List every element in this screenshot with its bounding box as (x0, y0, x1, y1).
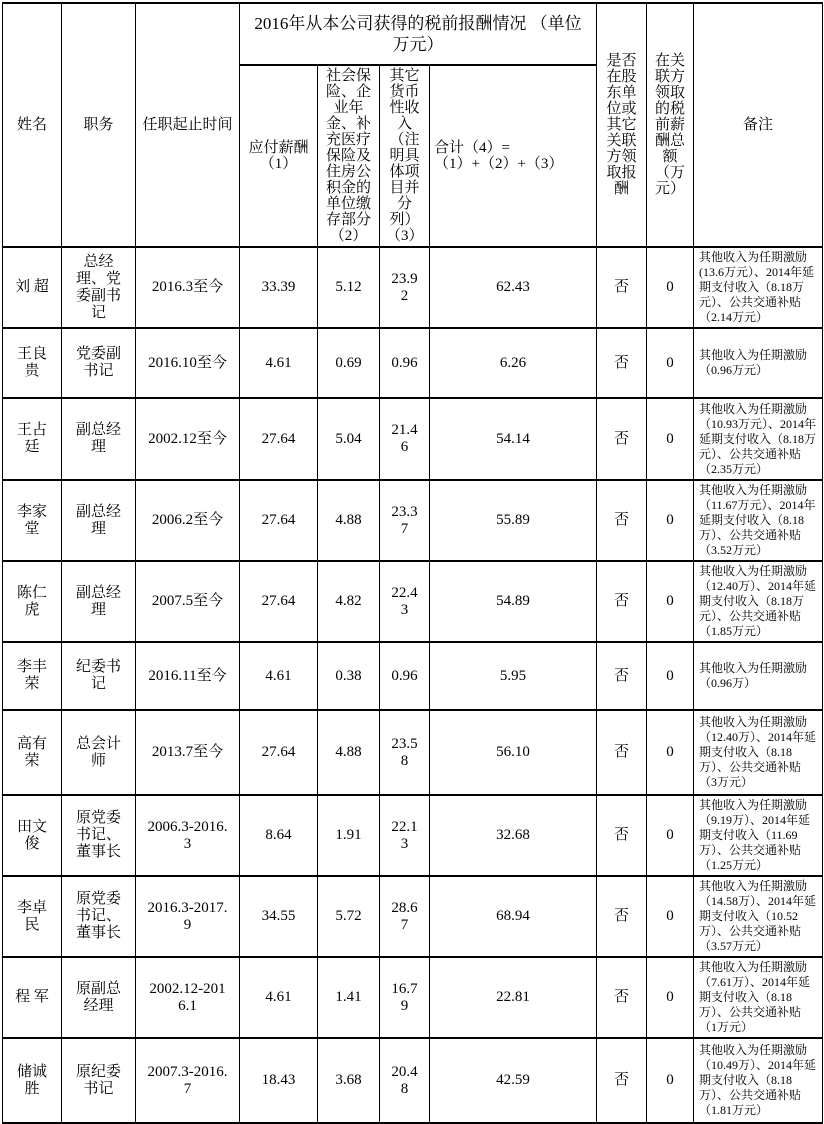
header-tenure: 任职起止时间 (136, 3, 240, 247)
cell-name: 储诚胜 (3, 1038, 62, 1123)
cell-total: 55.89 (430, 480, 597, 561)
cell-salary: 4.61 (240, 328, 318, 398)
cell-total: 22.81 (430, 957, 597, 1038)
header-insurance: 社会保险、企业年金、补充医疗保险及住房公积金的单位缴存部分（2） (318, 65, 380, 247)
cell-remark: 其他收入为任期激励（10.49万）、2014年延期支付收入（8.18万）、公共交通补贴（1.81万元） (694, 1038, 823, 1123)
cell-name: 田文俊 (3, 795, 62, 876)
cell-tenure: 2006.3-2016.3 (136, 795, 240, 876)
cell-tenure: 2013.7至今 (136, 710, 240, 795)
table-row (3, 957, 823, 1038)
cell-position: 总经理、党委副书记 (62, 247, 136, 328)
cell-related-amount: 0 (647, 795, 694, 876)
cell-related-flag: 否 (597, 642, 647, 710)
header-related-flag: 是否在股东单位或其它关联方领取报酬 (597, 3, 647, 247)
cell-tenure: 2006.2至今 (136, 480, 240, 561)
cell-name: 刘 超 (3, 247, 62, 328)
cell-other-income: 23.92 (380, 247, 430, 328)
cell-tenure: 2016.3-2017.9 (136, 876, 240, 957)
cell-position: 原党委书记、董事长 (62, 876, 136, 957)
cell-remark: 其他收入为任期激励(13.6万元）、2014年延期支付收入（8.18万元）、公共交通补贴（2.14万元） (694, 247, 823, 328)
cell-name: 李卓民 (3, 876, 62, 957)
table-row (3, 642, 823, 710)
cell-remark: 其他收入为任期激励（0.96万） (694, 642, 823, 710)
cell-salary: 34.55 (240, 876, 318, 957)
cell-salary: 4.61 (240, 642, 318, 710)
cell-position: 党委副书记 (62, 328, 136, 398)
cell-name: 李家堂 (3, 480, 62, 561)
cell-related-amount: 0 (647, 247, 694, 328)
header-remarks: 备注 (694, 3, 823, 247)
cell-related-amount: 0 (647, 957, 694, 1038)
cell-name: 程 军 (3, 957, 62, 1038)
cell-total: 56.10 (430, 710, 597, 795)
cell-insurance: 1.91 (318, 795, 380, 876)
cell-other-income: 22.43 (380, 561, 430, 642)
cell-related-amount: 0 (647, 480, 694, 561)
cell-related-amount: 0 (647, 710, 694, 795)
cell-other-income: 28.67 (380, 876, 430, 957)
cell-related-flag: 否 (597, 795, 647, 876)
cell-total: 54.89 (430, 561, 597, 642)
cell-position: 副总经理 (62, 561, 136, 642)
cell-tenure: 2002.12至今 (136, 398, 240, 480)
cell-salary: 27.64 (240, 480, 318, 561)
header-name: 姓名 (3, 3, 62, 247)
cell-name: 王占廷 (3, 398, 62, 480)
cell-related-flag: 否 (597, 247, 647, 328)
cell-remark: 其他收入为任期激励（7.61万）、2014年延期支付收入（8.18万）、公共交通补贴（1万元） (694, 957, 823, 1038)
table-row (3, 1038, 823, 1123)
cell-name: 李丰荣 (3, 642, 62, 710)
cell-position: 原党委书记、董事长 (62, 795, 136, 876)
table-row (3, 247, 823, 328)
cell-remark: 其他收入为任期激励（11.67万元）、2014年延期支付收入（8.18万）、公共交通补贴（3.52万元） (694, 480, 823, 561)
table-row (3, 328, 823, 398)
table-row (3, 398, 823, 480)
cell-other-income: 0.96 (380, 642, 430, 710)
cell-related-amount: 0 (647, 328, 694, 398)
cell-position: 原纪委书记 (62, 1038, 136, 1123)
cell-salary: 18.43 (240, 1038, 318, 1123)
cell-insurance: 3.68 (318, 1038, 380, 1123)
header-total: 合计（4）=（1）+（2）+（3） (430, 65, 597, 247)
cell-related-amount: 0 (647, 642, 694, 710)
cell-salary: 33.39 (240, 247, 318, 328)
table-row (3, 480, 823, 561)
cell-insurance: 1.41 (318, 957, 380, 1038)
cell-salary: 4.61 (240, 957, 318, 1038)
cell-remark: 其他收入为任期激励（14.58万）、2014年延期支付收入（10.52万）、公共交通补贴（3.57万元） (694, 876, 823, 957)
cell-other-income: 0.96 (380, 328, 430, 398)
header-comp-group: 2016年从本公司获得的税前报酬情况 （单位万元） (240, 3, 597, 65)
cell-insurance: 5.04 (318, 398, 380, 480)
header-related-amount: 在关联方领取的税前薪酬总额（万元） (647, 3, 694, 247)
cell-position: 总会计师 (62, 710, 136, 795)
cell-other-income: 23.58 (380, 710, 430, 795)
cell-remark: 其他收入为任期激励（12.40万）、2014年延期支付收入（8.18万）、公共交通补贴（3万元） (694, 710, 823, 795)
cell-related-flag: 否 (597, 710, 647, 795)
cell-related-amount: 0 (647, 398, 694, 480)
cell-salary: 27.64 (240, 710, 318, 795)
compensation-table (2, 2, 823, 1124)
cell-insurance: 5.12 (318, 247, 380, 328)
table-row (3, 561, 823, 642)
cell-remark: 其他收入为任期激励（0.96万元） (694, 328, 823, 398)
cell-tenure: 2016.10至今 (136, 328, 240, 398)
cell-salary: 27.64 (240, 561, 318, 642)
table-row (3, 710, 823, 795)
header-position: 职务 (62, 3, 136, 247)
cell-related-amount: 0 (647, 561, 694, 642)
cell-related-flag: 否 (597, 1038, 647, 1123)
cell-tenure: 2007.3-2016.7 (136, 1038, 240, 1123)
cell-related-flag: 否 (597, 561, 647, 642)
cell-total: 6.26 (430, 328, 597, 398)
cell-insurance: 0.69 (318, 328, 380, 398)
cell-insurance: 0.38 (318, 642, 380, 710)
cell-salary: 27.64 (240, 398, 318, 480)
cell-tenure: 2016.11至今 (136, 642, 240, 710)
cell-total: 32.68 (430, 795, 597, 876)
cell-remark: 其他收入为任期激励（12.40万）、2014年延期支付收入（8.18万元）、公共交通补贴（1.85万元） (694, 561, 823, 642)
cell-insurance: 4.82 (318, 561, 380, 642)
cell-remark: 其他收入为任期激励（9.19万）、2014年延期支付收入（11.69万）、公共交通补贴（1.25万元） (694, 795, 823, 876)
cell-insurance: 5.72 (318, 876, 380, 957)
cell-other-income: 22.13 (380, 795, 430, 876)
cell-tenure: 2007.5至今 (136, 561, 240, 642)
cell-name: 陈仁虎 (3, 561, 62, 642)
cell-insurance: 4.88 (318, 480, 380, 561)
cell-position: 原副总经理 (62, 957, 136, 1038)
cell-other-income: 23.37 (380, 480, 430, 561)
cell-related-flag: 否 (597, 398, 647, 480)
cell-total: 5.95 (430, 642, 597, 710)
header-other-income: 其它货币性收入（注明具体项目并分列）（3） (380, 65, 430, 247)
cell-total: 62.43 (430, 247, 597, 328)
cell-position: 副总经理 (62, 480, 136, 561)
cell-remark: 其他收入为任期激励（10.93万元）、2014年延期支付收入（8.18万元）、公共交通补贴（2.35万元） (694, 398, 823, 480)
cell-related-flag: 否 (597, 876, 647, 957)
cell-position: 纪委书记 (62, 642, 136, 710)
cell-name: 高有荣 (3, 710, 62, 795)
cell-other-income: 16.79 (380, 957, 430, 1038)
cell-tenure: 2016.3至今 (136, 247, 240, 328)
cell-total: 42.59 (430, 1038, 597, 1123)
cell-related-amount: 0 (647, 876, 694, 957)
cell-other-income: 21.46 (380, 398, 430, 480)
header-salary: 应付薪酬（1） (240, 65, 318, 247)
cell-salary: 8.64 (240, 795, 318, 876)
header-row-top (3, 3, 823, 65)
cell-tenure: 2002.12-2016.1 (136, 957, 240, 1038)
cell-related-flag: 否 (597, 328, 647, 398)
table-row (3, 795, 823, 876)
cell-position: 副总经理 (62, 398, 136, 480)
cell-related-flag: 否 (597, 957, 647, 1038)
cell-related-flag: 否 (597, 480, 647, 561)
cell-name: 王良贵 (3, 328, 62, 398)
cell-total: 68.94 (430, 876, 597, 957)
cell-insurance: 4.88 (318, 710, 380, 795)
cell-total: 54.14 (430, 398, 597, 480)
table-row (3, 876, 823, 957)
cell-related-amount: 0 (647, 1038, 694, 1123)
cell-other-income: 20.48 (380, 1038, 430, 1123)
